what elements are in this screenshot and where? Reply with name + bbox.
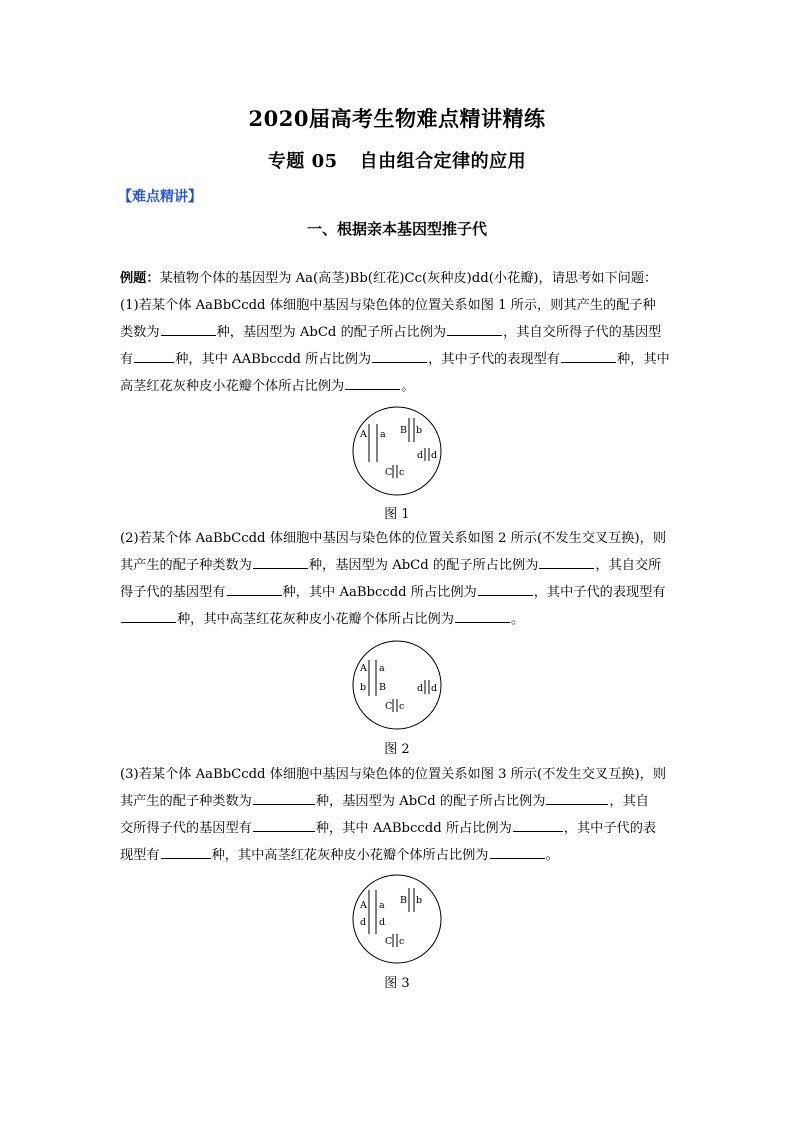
- gene-label: a: [380, 429, 386, 440]
- answer-blank[interactable]: [490, 844, 545, 859]
- q2-line-4: 种，其中高茎红花灰种皮小花瓣个体所占比例为 。: [120, 606, 680, 633]
- q2-line-1: (2)若某个体 AaBbCcdd 体细胞中基因与染色体的位置关系如图 2 所示(不发生交叉互换)，则: [120, 531, 667, 546]
- document-subtitle: [0, 147, 794, 173]
- gene-label: b: [416, 425, 423, 436]
- answer-blank[interactable]: [121, 608, 176, 623]
- gene-label: C: [385, 701, 393, 712]
- gene-label: d: [431, 450, 438, 461]
- document-title: 2020届高考生物难点精讲精练: [248, 106, 546, 131]
- gene-label: d: [417, 450, 424, 461]
- figure-2-diagram: [352, 640, 442, 730]
- figure-3: [352, 874, 442, 964]
- gene-label: A: [360, 663, 367, 674]
- section-tag: 【难点精讲】: [118, 189, 202, 205]
- gene-label: B: [379, 682, 386, 693]
- gene-label: a: [379, 900, 385, 911]
- gene-label: A: [360, 429, 367, 440]
- question-1-block: [120, 265, 680, 400]
- answer-blank[interactable]: [253, 817, 315, 832]
- answer-blank[interactable]: [539, 554, 594, 569]
- answer-blank[interactable]: [253, 790, 315, 805]
- figure-1-caption: 图 1: [384, 507, 410, 522]
- gene-label: b: [416, 895, 423, 906]
- question-2-block: [120, 525, 680, 633]
- answer-blank[interactable]: [447, 321, 502, 336]
- q3-line-3: 交所得子代的基因型有 种，其中 AABbccdd 所占比例为 ，其中子代的表: [120, 815, 680, 842]
- gene-label: d: [431, 683, 438, 694]
- section-heading: 一、根据亲本基因型推子代: [306, 220, 487, 238]
- gene-label: b: [360, 682, 367, 693]
- answer-blank[interactable]: [253, 554, 308, 569]
- intro-line: [120, 265, 680, 292]
- topic-title: 自由组合定律的应用: [359, 151, 527, 172]
- cell-circle: [353, 407, 441, 495]
- gene-label: a: [379, 663, 385, 674]
- q3-line-4: 现型有 种，其中高茎红花灰种皮小花瓣个体所占比例为 。: [120, 842, 680, 869]
- gene-label: d: [360, 917, 367, 928]
- figure-1: [352, 406, 442, 496]
- answer-blank[interactable]: [455, 608, 510, 623]
- answer-blank[interactable]: [134, 348, 174, 363]
- answer-blank[interactable]: [161, 321, 216, 336]
- q2-line-3: 得子代的基因型有 种，其中 AaBbccdd 所占比例为 ，其中子代的表现型有: [120, 579, 680, 606]
- q2-line-2: 其产生的配子种类数为 种，基因型为 AbCd 的配子所占比例为 ，其自交所: [120, 552, 680, 579]
- answer-blank[interactable]: [227, 581, 282, 596]
- q3-line-2: 其产生的配子种类数为 种，基因型为 AbCd 的配子所占比例为 ，其自: [120, 788, 680, 815]
- answer-blank[interactable]: [513, 817, 563, 832]
- q3-line-1: (3)若某个体 AaBbCcdd 体细胞中基因与染色体的位置关系如图 3 所示(不发生交叉互换)，则: [120, 767, 667, 782]
- figure-2: [352, 640, 442, 730]
- gene-label: B: [400, 895, 407, 906]
- answer-blank[interactable]: [372, 348, 427, 363]
- gene-label: B: [400, 425, 407, 436]
- gene-label: c: [399, 936, 405, 947]
- cell-circle: [353, 641, 441, 729]
- answer-blank[interactable]: [546, 790, 608, 805]
- figure-2-caption: 图 2: [384, 742, 410, 757]
- answer-blank[interactable]: [478, 581, 533, 596]
- figure-3-diagram: [352, 874, 442, 964]
- q1-line-2: 类数为 种，基因型为 AbCd 的配子所占比例为 ，其自交所得子代的基因型: [120, 319, 680, 346]
- gene-label: d: [379, 917, 386, 928]
- cell-circle: [353, 875, 441, 963]
- topic-number: 专题 05: [267, 151, 338, 172]
- question-3-block: [120, 761, 680, 869]
- gene-label: C: [385, 467, 393, 478]
- q1-line-1: (1)若某个体 AaBbCcdd 体细胞中基因与染色体的位置关系如图 1 所示，则其产生的配子种: [120, 298, 656, 313]
- intro-label: 例题：: [120, 271, 160, 286]
- figure-1-diagram: [352, 406, 442, 496]
- figure-3-caption: 图 3: [384, 976, 410, 991]
- intro-text: 某植物个体的基因型为 Aa(高茎)Bb(红花)Cc(灰种皮)dd(小花瓣)，请思考如下问题：: [159, 271, 658, 286]
- q1-line-4: 高茎红花灰种皮小花瓣个体所占比例为 。: [120, 373, 680, 400]
- gene-label: C: [385, 936, 393, 947]
- gene-label: d: [417, 683, 424, 694]
- answer-blank[interactable]: [161, 844, 211, 859]
- answer-blank[interactable]: [345, 375, 400, 390]
- q1-line-3: 有 种，其中 AABbccdd 所占比例为 ，其中子代的表现型有 种，其中: [120, 346, 680, 373]
- gene-label: c: [399, 701, 405, 712]
- gene-label: A: [360, 900, 367, 911]
- gene-label: c: [399, 467, 405, 478]
- answer-blank[interactable]: [561, 348, 616, 363]
